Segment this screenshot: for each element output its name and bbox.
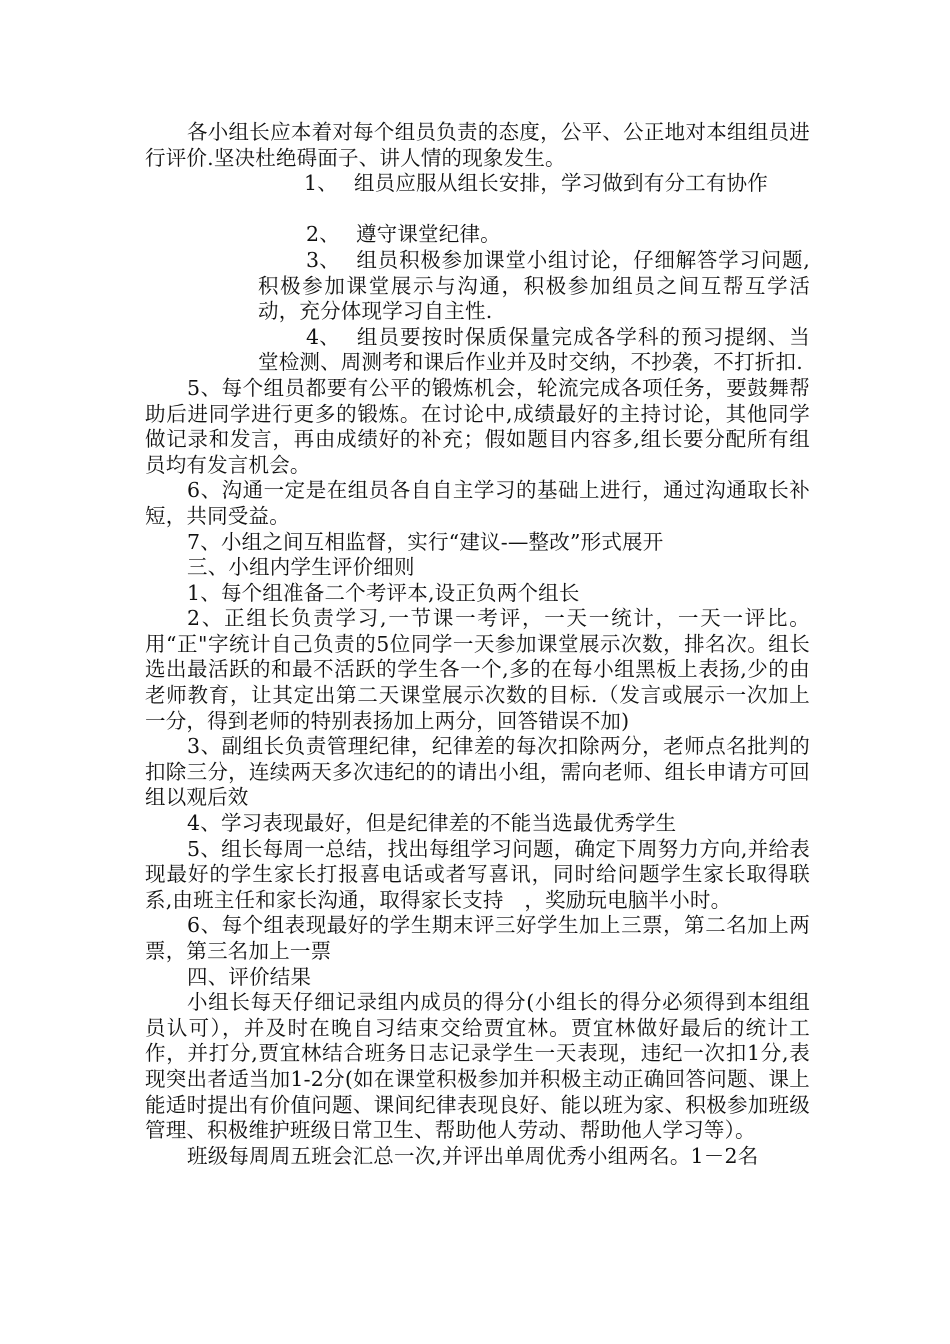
item-number: 3、 bbox=[306, 247, 340, 272]
section-heading-3: 三、小组内学生评价细则 bbox=[187, 555, 415, 580]
result-paragraph-2: 班级每周周五班会汇总一次,并评出单周优秀小组两名。1－2名 bbox=[187, 1143, 759, 1168]
document-body bbox=[145, 120, 810, 1169]
result-paragraph-1: 小组长每天仔细记录组内成员的得分(小组长的得分必须得到本组组员认可），并及时在晚自习结束交给贾宜林。贾宜林做好最后的统计工作，并打分,贾宜林结合班务日志记录学生一天表现，违纪一次扣1分,表现突出者适当加1-2分(如在课堂积极参加并积极主动正确回答问题、课上能适时提出有价值问题、课间纪律表现良好、能以班为家、积极参加班级管理、积极维护班级日常卫生、帮助他人劳动、帮助他人学习等）。 bbox=[145, 990, 810, 1143]
rule-4: 4、学习表现最好，但是纪律差的不能当选最优秀学生 bbox=[187, 811, 677, 836]
rule-1: 1、每个组准备二个考评本,设正负两个组长 bbox=[187, 580, 580, 605]
blank-line bbox=[145, 197, 810, 223]
numbered-item-4 bbox=[145, 325, 810, 376]
item-number: 4、 bbox=[306, 324, 340, 349]
item-text: 组员积极参加课堂小组讨论，仔细解答学习问题,积极参加课堂展示与沟通，积极参加组员之间互帮互学活动，充分体现学习自主性. bbox=[258, 247, 810, 324]
item-text: 组员应服从组长安排，学习做到有分工有协作 bbox=[353, 171, 768, 196]
numbered-item-3 bbox=[145, 248, 810, 325]
paragraph-5: 5、每个组员都要有公平的锻炼机会，轮流完成各项任务，要鼓舞帮助后进同学进行更多的锻炼。在讨论中,成绩最好的主持讨论，其他同学做记录和发言，再由成绩好的补充；假如题目内容多,组长要分配所有组员均有发言机会。 bbox=[145, 375, 810, 477]
intro-paragraph: 各小组长应本着对每个组员负责的态度，公平、公正地对本组组员进行评价.坚决杜绝碍面子、讲人情的现象发生。 bbox=[145, 120, 810, 170]
item-number: 2、 bbox=[306, 222, 340, 247]
paragraph-6: 6、沟通一定是在组员各自自主学习的基础上进行，通过沟通取长补短，共同受益。 bbox=[145, 478, 810, 528]
numbered-item-1 bbox=[145, 171, 810, 197]
numbered-item-2 bbox=[145, 222, 810, 248]
section-heading-4: 四、评价结果 bbox=[187, 964, 312, 989]
rule-5: 5、组长每周一总结，找出每组学习问题，确定下周努力方向,并给表现最好的学生家长打报喜电话或者写喜讯，同时给问题学生家长取得联系,由班主任和家长沟通，取得家长支持 ，奖励玩电脑半小时。 bbox=[145, 836, 810, 912]
rule-3: 3、副组长负责管理纪律，纪律差的每次扣除两分，老师点名批判的扣除三分，连续两天多次违纪的的请出小组，需向老师、组长申请方可回组以观后效 bbox=[145, 734, 810, 810]
rule-2: 2、正组长负责学习,一节课一考评，一天一统计，一天一评比。用“正"字统计自己负责的5位同学一天参加课堂展示次数，排名次。组长选出最活跃的和最不活跃的学生各一个,多的在每小组黑板上表扬,少的由老师教育，让其定出第二天课堂展示次数的目标.（发言或展示一次加上一分，得到老师的特别表扬加上两分，回答错误不加) bbox=[145, 606, 810, 733]
item-number: 1、 bbox=[304, 171, 338, 196]
paragraph-7: 7、小组之间互相监督，实行“建议-—整改”形式展开 bbox=[187, 529, 664, 554]
item-text: 遵守课堂纪律。 bbox=[355, 222, 501, 247]
item-text: 组员要按时保质保量完成各学科的预习提纲、当堂检测、周测考和课后作业并及时交纳，不抄袭，不打折扣. bbox=[258, 324, 810, 375]
rule-6: 6、每个组表现最好的学生期末评三好学生加上三票，第二名加上两票，第三名加上一票 bbox=[145, 913, 810, 963]
